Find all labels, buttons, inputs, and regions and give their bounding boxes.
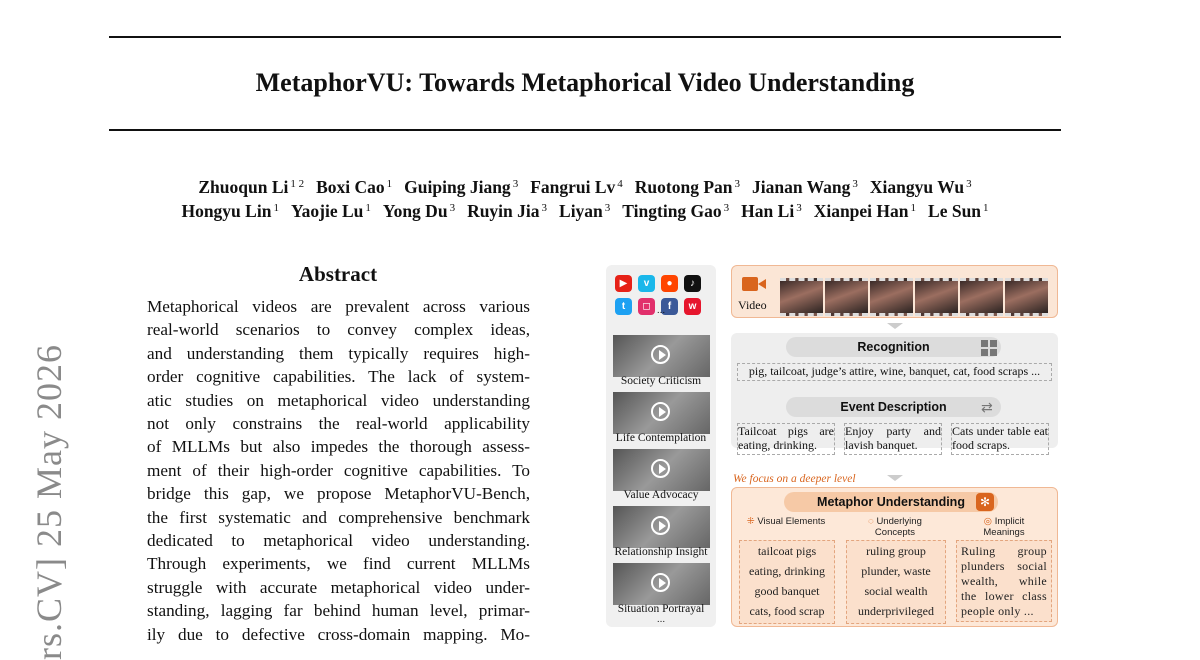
author-name: Xianpei Han $^1$ bbox=[813, 201, 917, 221]
metaphor-item: good banquet bbox=[754, 584, 820, 598]
author-name: Hongyu Lin $^1$ bbox=[181, 201, 279, 221]
visual-elements-header: ⁜ Visual Elements bbox=[746, 516, 826, 527]
video-frame bbox=[870, 278, 913, 316]
paper-title: MetaphorVU: Towards Metaphorical Video Understanding bbox=[255, 68, 915, 97]
abstract-line: struggle with accurate metaphorical video under- bbox=[147, 577, 530, 597]
arxiv-stamp: rs.CV] 25 May 2026 bbox=[29, 344, 69, 660]
reddit-icon: ● bbox=[661, 275, 678, 292]
video-strip bbox=[731, 265, 1058, 318]
affiliation-mark: 3 bbox=[796, 202, 802, 214]
implicit-meanings-column: Ruling group plunders social wealth, while the lower class people only ... bbox=[956, 540, 1052, 622]
facebook-icon: f bbox=[661, 298, 678, 315]
affiliation-mark: 4 bbox=[617, 178, 623, 190]
affiliation-mark: 3 bbox=[512, 178, 519, 190]
event-box: Enjoy party and lavish banquet. bbox=[844, 423, 942, 455]
video-thumbnail bbox=[613, 335, 710, 377]
author-line-2 bbox=[60, 196, 1110, 223]
recognition-label: Recognition bbox=[786, 337, 1001, 357]
youtube-icon: ▶ bbox=[615, 275, 632, 292]
affiliation-mark: 3 bbox=[449, 202, 456, 214]
abstract-line: and understanding them typically requires high- bbox=[147, 343, 530, 363]
play-icon bbox=[651, 459, 670, 478]
abstract-line: the first systematic and comprehensive benchmark bbox=[147, 507, 530, 527]
category-label: Value Advocacy bbox=[623, 489, 699, 501]
author-line-1 bbox=[60, 172, 1110, 199]
abstract-line: bridge this gap, we propose MetaphorVU-Bench, bbox=[147, 484, 530, 504]
title-top-rule bbox=[109, 36, 1061, 38]
abstract-line: standing, lagging far behind human level, primar- bbox=[147, 601, 530, 621]
abstract-line: atic studies on metaphorical video understanding bbox=[147, 390, 530, 410]
category-label: Society Criticism bbox=[620, 375, 702, 387]
abstract-line: not only constrains the real-world applicability bbox=[147, 414, 530, 434]
author-name: Ruyin Jia $^3$ bbox=[467, 201, 548, 221]
video-frame bbox=[1005, 278, 1048, 316]
twitter-icon: t bbox=[615, 298, 632, 315]
abstract-line: of MLLMs but also impedes the thorough assess- bbox=[147, 437, 530, 457]
affiliation-mark: 3 bbox=[541, 202, 548, 214]
metaphor-item: cats, food scrap bbox=[749, 604, 825, 618]
video-frame bbox=[960, 278, 1003, 316]
event-description-label: Event Description bbox=[786, 397, 1001, 417]
affiliation-mark: 3 bbox=[604, 202, 611, 214]
abstract-heading: Abstract bbox=[298, 262, 378, 286]
metaphor-item: tailcoat pigs bbox=[757, 544, 817, 558]
author-name: Han Li $^3$ bbox=[741, 201, 802, 221]
affiliation-mark: 1 bbox=[983, 202, 989, 214]
abstract-line: Through experiments, we find current MLLMs bbox=[147, 554, 530, 574]
category-ellipsis: ... bbox=[656, 614, 666, 625]
metaphor-label: Metaphor Understanding bbox=[784, 492, 998, 512]
video-thumbnail bbox=[613, 449, 710, 491]
video-frame bbox=[780, 278, 823, 316]
recognition-text: pig, tailcoat, judge’s attire, wine, banquet, cat, food scraps ... bbox=[737, 363, 1052, 381]
video-camera-icon bbox=[742, 277, 758, 291]
metaphor-item: eating, drinking bbox=[749, 564, 825, 578]
author-name: Ruotong Pan $^3$ bbox=[634, 177, 741, 197]
author-name: Tingting Gao $^3$ bbox=[622, 201, 730, 221]
author-name: Yong Du $^3$ bbox=[382, 201, 456, 221]
author-name: Jianan Wang $^3$ bbox=[752, 177, 858, 197]
play-icon bbox=[651, 516, 670, 535]
play-icon bbox=[651, 573, 670, 592]
video-thumbnail bbox=[613, 563, 710, 605]
scatter-icon: ⁜ bbox=[746, 516, 758, 527]
chat-icon: ◌ bbox=[868, 516, 877, 527]
event-box: Cats under table eat food scraps. bbox=[951, 423, 1049, 455]
platform-ellipsis: ... bbox=[656, 305, 666, 316]
video-frame bbox=[825, 278, 868, 316]
affiliation-mark: 1 2 bbox=[290, 178, 305, 190]
abstract-text bbox=[147, 295, 530, 646]
implicit-meanings-header: ◎ Implicit Meanings bbox=[983, 516, 1025, 538]
affiliation-mark: 1 bbox=[365, 202, 371, 214]
affiliation-mark: 3 bbox=[852, 178, 858, 190]
underlying-concepts-column bbox=[846, 540, 946, 624]
swap-icon: ⇄ bbox=[981, 399, 993, 415]
affiliation-mark: 1 bbox=[910, 202, 917, 214]
teaser-figure bbox=[606, 265, 1060, 631]
tiktok-icon: ♪ bbox=[684, 275, 701, 292]
brain-icon: ✻ bbox=[976, 493, 994, 511]
underlying-concepts-header: ◌ Underlying Concepts bbox=[868, 516, 922, 538]
author-name: Zhuoqun Li $^{1 2}$ bbox=[198, 177, 305, 197]
recognition-panel bbox=[731, 333, 1058, 452]
abstract-line: order cognitive capabilities. The lack of system- bbox=[147, 367, 530, 387]
category-label: Life Contemplation bbox=[615, 432, 707, 444]
video-thumbnail bbox=[613, 506, 710, 548]
weibo-icon: w bbox=[684, 298, 701, 315]
metaphor-item: plunder, waste bbox=[861, 564, 931, 578]
video-label: Video bbox=[738, 298, 767, 312]
affiliation-mark: 3 bbox=[966, 178, 972, 190]
author-name: Guiping Jiang $^3$ bbox=[404, 177, 519, 197]
video-thumbnail bbox=[613, 392, 710, 434]
author-name: Le Sun $^1$ bbox=[928, 201, 989, 221]
category-label: Relationship Insight bbox=[614, 546, 708, 558]
author-name: Yaojie Lu $^1$ bbox=[290, 201, 371, 221]
abstract-line: ment of their high-order cognitive capabilities. To bbox=[147, 460, 530, 480]
target-icon: ◎ bbox=[983, 516, 995, 527]
down-arrow-icon bbox=[887, 323, 903, 329]
author-name: Fangrui Lv $^4$ bbox=[530, 177, 623, 197]
focus-note: We focus on a deeper level bbox=[733, 473, 856, 485]
platform-panel bbox=[606, 265, 716, 627]
video-frame bbox=[915, 278, 958, 316]
affiliation-mark: 1 bbox=[386, 178, 393, 190]
title-bottom-rule bbox=[109, 129, 1061, 131]
instagram-icon: ◻ bbox=[638, 298, 655, 315]
vimeo-icon: v bbox=[638, 275, 655, 292]
play-icon bbox=[651, 345, 670, 364]
metaphor-panel bbox=[731, 487, 1058, 627]
metaphor-item: social wealth bbox=[864, 584, 928, 598]
abstract-line: ily due to defective cross-domain mapping. Mo- bbox=[147, 624, 530, 644]
abstract-line: Metaphorical videos are prevalent across various bbox=[147, 297, 530, 316]
visual-elements-column bbox=[739, 540, 835, 624]
event-box: Tailcoat pigs are eating, drinking. bbox=[737, 423, 835, 455]
author-name: Liyan $^3$ bbox=[559, 201, 611, 221]
abstract-line: dedicated to metaphorical video understanding. bbox=[147, 531, 530, 551]
metaphor-item: underprivileged bbox=[858, 604, 934, 618]
affiliation-mark: 3 bbox=[723, 202, 730, 214]
abstract-line: real-world scenarios to convey complex ideas, bbox=[147, 320, 530, 340]
metaphor-item: ruling group bbox=[866, 544, 926, 558]
play-icon bbox=[651, 402, 670, 421]
affiliation-mark: 3 bbox=[734, 178, 741, 190]
author-name: Boxi Cao $^1$ bbox=[316, 177, 393, 197]
category-label: Situation Portrayal bbox=[617, 603, 705, 615]
down-arrow-icon bbox=[887, 475, 903, 481]
author-name: Xiangyu Wu $^3$ bbox=[869, 177, 972, 197]
affiliation-mark: 1 bbox=[273, 202, 279, 214]
